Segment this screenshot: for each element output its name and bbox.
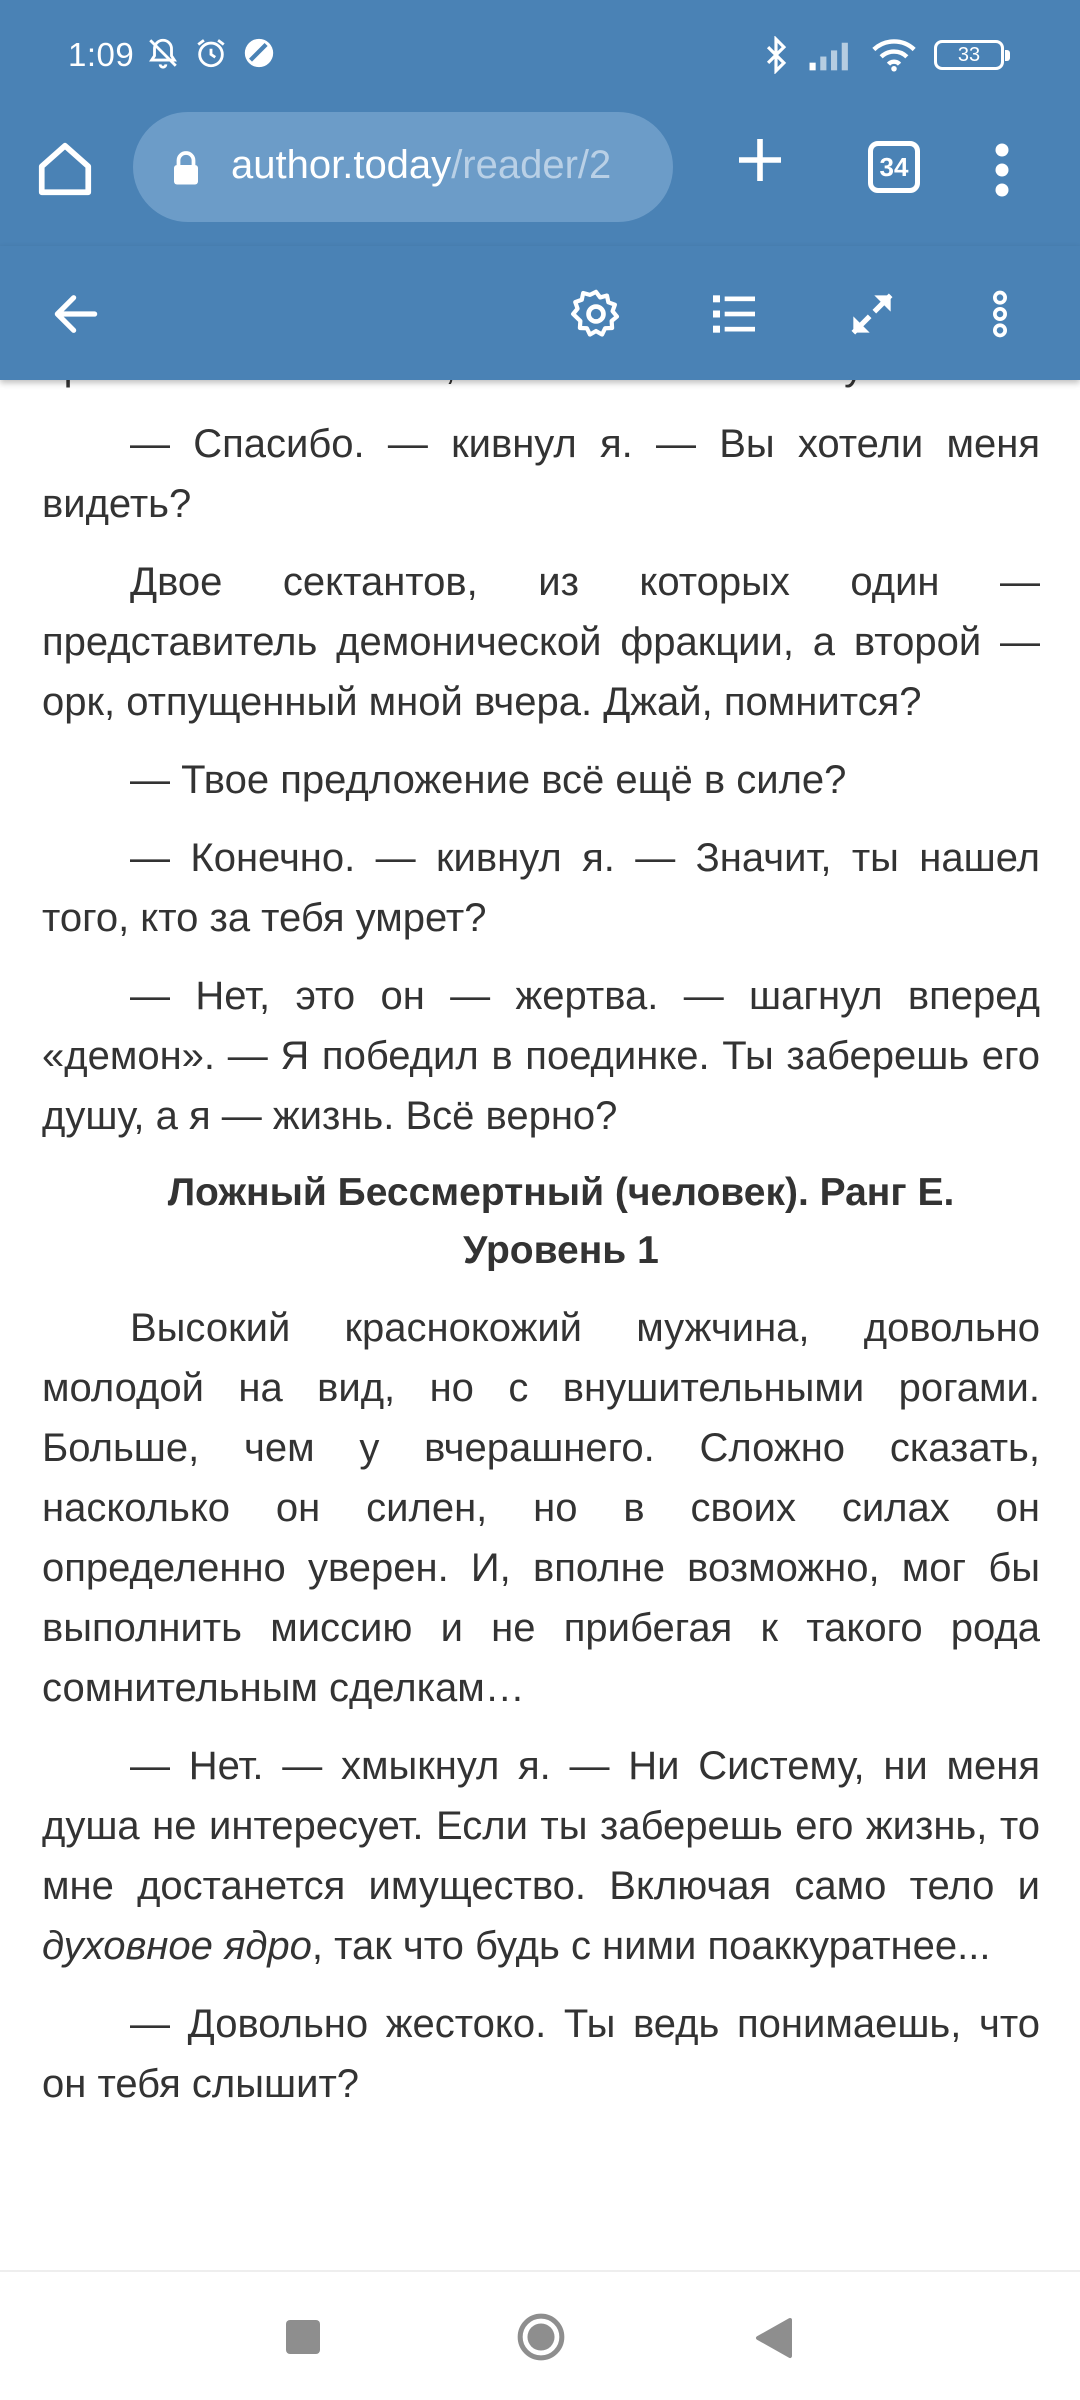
status-system-icons xyxy=(762,36,1004,74)
more-vert-icon[interactable] xyxy=(982,286,1018,342)
paragraph: — Нет, это он — жертва. — шагнул вперед «демон». — Я победил в поединке. Ты заберешь его душу, а я — жизнь. Всё верно? xyxy=(42,974,1040,1138)
paragraph: — Спасибо. — кивнул я. — Вы хотели меня видеть? xyxy=(42,422,1040,526)
status-bar xyxy=(0,0,1080,118)
mute-bell-icon xyxy=(146,36,180,70)
url-text xyxy=(231,143,611,188)
status-heading-line1: Ложный Бессмертный (человек). Ранг Е. xyxy=(167,1171,955,1214)
table-of-contents-icon[interactable] xyxy=(706,286,762,342)
fullscreen-icon[interactable] xyxy=(844,286,900,342)
paragraph-text: , так что будь с ними поаккуратнее... xyxy=(311,1924,991,1968)
paragraph: — Твое предложение всё ещё в силе? xyxy=(130,758,847,802)
url-path: /reader/2 xyxy=(451,143,612,187)
bluetooth-icon xyxy=(762,36,790,74)
back-triangle-icon[interactable] xyxy=(754,2316,794,2360)
settings-gear-icon[interactable] xyxy=(568,286,624,342)
home-icon[interactable] xyxy=(34,138,96,200)
paragraph-text: — Нет. — хмыкнул я. — Ни Систему, ни меня душа не интересует. Если ты заберешь его жизнь, то мне достанется имущество. Включая само тело и xyxy=(42,1744,1040,1908)
status-time: 1:09 xyxy=(68,36,135,73)
battery-level: 33 xyxy=(957,44,981,66)
paragraph: Двое сектантов, из которых один — представитель демонической фракции, а второй — орк, отпущенный мной вчера. Джай, помнится? xyxy=(42,560,1040,724)
signal-icon xyxy=(808,38,854,72)
browser-menu-icon[interactable] xyxy=(982,140,1022,200)
home-circle-icon[interactable] xyxy=(516,2312,566,2362)
address-bar[interactable] xyxy=(133,112,673,222)
status-heading-line2: Уровень 1 xyxy=(463,1229,659,1272)
paragraph: — Довольно жестоко. Ты ведь понимаешь, что он тебя слышит? xyxy=(42,2002,1040,2106)
url-host: author.today xyxy=(231,143,452,187)
back-arrow-icon[interactable] xyxy=(48,286,104,342)
paragraph xyxy=(42,1736,1040,1976)
status-notification-icons xyxy=(146,36,276,70)
paragraph: Высокий краснокожий мужчина, довольно молодой на вид, но с внушительными рогами. Больше, чем у вчерашнего. Сложно сказать, насколько он силен, но в своих силах он определенно уверен. И, вполне возможно, мог бы выполнить миссию и не прибегая к такого рода сомнительным сделкам… xyxy=(42,1306,1040,1710)
battery-indicator xyxy=(934,40,1004,70)
reader-toolbar xyxy=(0,246,1080,380)
tab-count: 34 xyxy=(879,152,909,182)
alarm-icon xyxy=(194,36,228,70)
paragraph: — Конечно. — кивнул я. — Значит, ты нашел того, кто за тебя умрет? xyxy=(42,836,1040,940)
paragraph-emphasis: духовное ядро xyxy=(42,1924,312,1968)
status-heading xyxy=(42,1164,1040,1280)
wifi-icon xyxy=(872,38,916,72)
recents-square-icon[interactable] xyxy=(286,2320,320,2354)
tab-switcher-button[interactable] xyxy=(868,141,920,193)
new-tab-plus-icon[interactable] xyxy=(732,132,788,188)
reader-content xyxy=(42,336,1040,2132)
data-saver-icon xyxy=(242,36,276,70)
lock-icon xyxy=(171,150,201,186)
system-navigation-bar xyxy=(0,2270,1080,2400)
